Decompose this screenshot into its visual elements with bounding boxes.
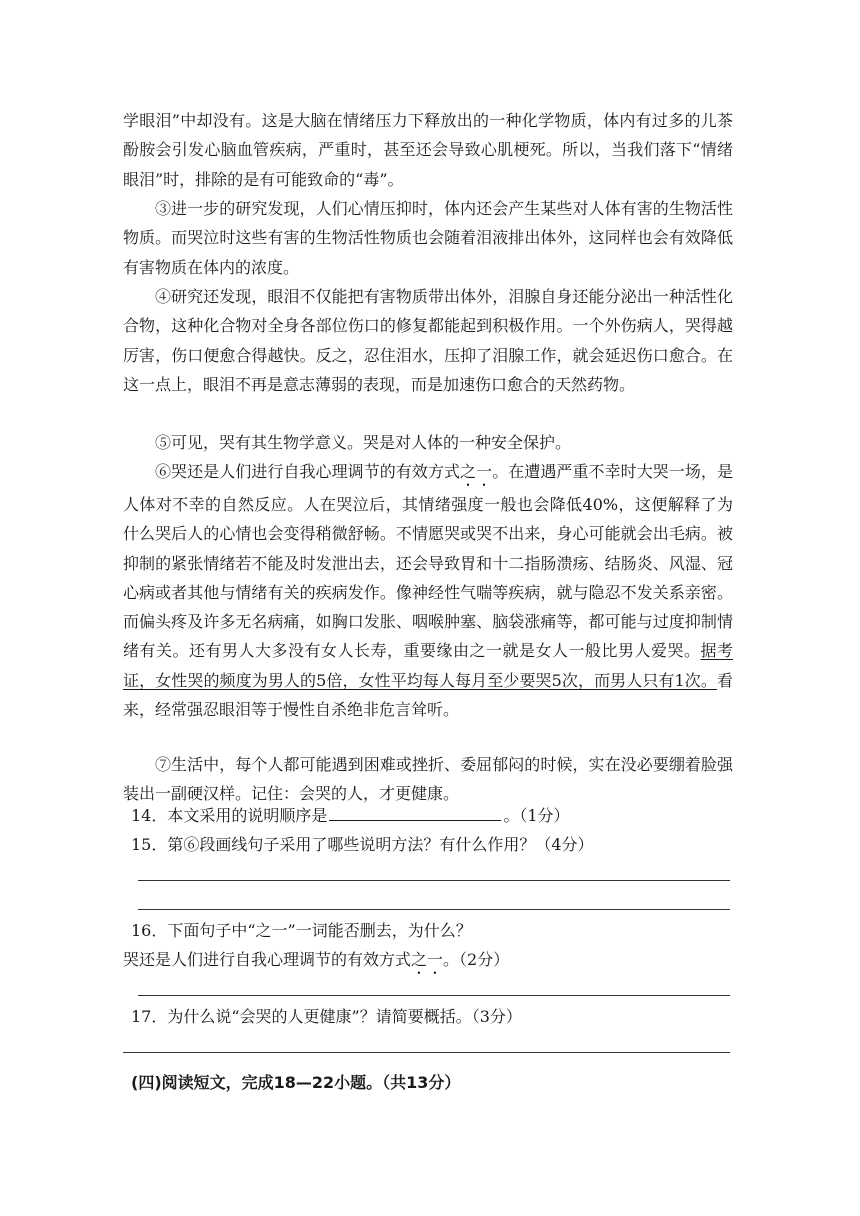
answer-line-15-2[interactable] (138, 909, 730, 910)
paragraph-7: ⑦生活中，每个人都可能遇到困难或挫折、委屈郁闷的时候，实在没必要绷着脸强装出一副硬汉样。记住：会哭的人，才更健康。 (123, 755, 733, 804)
question-16: 16．下面句子中“之一”一词能否删去，为什么？ (131, 921, 472, 940)
paragraph-6-text-c: 看来，经常强忍眼泪等于慢性自杀绝非危言耸听。 (123, 670, 733, 720)
paragraph-6-text-a: ⑥哭还是人们进行自我心理调节的有效方式 (155, 462, 461, 481)
answer-line-17[interactable] (123, 1052, 730, 1053)
question-16-sentence-a: 哭还是人们进行自我心理调节的有效方式 (123, 950, 412, 969)
paragraph-6 (123, 457, 733, 724)
question-14 (131, 804, 570, 828)
question-16-sentence-b: 。（2分） (443, 950, 510, 969)
question-15: 15．第⑥段画线句子采用了哪些说明方法？有什么作用？（4分） (131, 835, 594, 854)
paragraph-5: ⑤可见，哭有其生物学意义。哭是对人体的一种安全保护。 (155, 433, 572, 452)
paragraph-3: ③进一步的研究发现，人们心情压抑时，体内还会产生某些对人体有害的生物活性物质。而哭泣时这些有害的生物活性物质也会随着泪液排出体外，这同样也会有效降低有害物质在体内的浓度。 (123, 199, 733, 277)
answer-blank-14[interactable] (329, 806, 501, 821)
paragraph-6-text-b: 。在遭遇严重不幸时大哭一场，是人体对不幸的自然反应。人在哭泣后，其情绪强度一般也会降低40%，这便解释了为什么哭后人的心情也会变得稍微舒畅。不情愿哭或哭不出来，身心可能就会出毛病。被抑制的紧张情绪若不能及时发泄出去，还会导致胃和十二指肠溃疡、结肠炎、风湿、冠心病或者其他与情绪有关的疾病发作。像神经性气喘等疾病，就与隐忍不发关系亲密。而偏头疼及许多无名病痛，如胸口发胀、咽喉肿塞、脑袋涨痛等，都可能与过度抑制情绪有关。还有男人大多没有女人长寿，重要缘由之一就是女人一般比男人爱哭。 (123, 462, 733, 661)
question-14-points: 。（1分） (503, 806, 570, 825)
question-16-sentence (123, 948, 509, 978)
paragraph-6-underlined-sentence: 据考证，女性哭的频度为男人的5倍，女性平均每人每月至少要哭5次，而男人只有1次。 (123, 641, 733, 690)
answer-line-16[interactable] (138, 995, 730, 996)
paragraph-6-dotted-word: 之一 (460, 462, 493, 481)
answer-line-15-1[interactable] (138, 880, 730, 881)
paragraph-continued: 学眼泪”中却没有。这是大脑在情绪压力下释放出的一种化学物质，体内有过多的儿茶酚胺会引发心脑血管疾病，严重时，甚至还会导致心肌梗死。所以，当我们落下“情绪眼泪”时，排除的是有可能致命的“毒”。 (123, 111, 733, 189)
question-16-dotted-word: 之一 (411, 950, 444, 969)
question-17: 17．为什么说“会哭的人更健康”？请简要概括。（3分） (131, 1007, 522, 1026)
paragraph-4: ④研究还发现，眼泪不仅能把有害物质带出体外，泪腺自身还能分泌出一种活性化合物，这种化合物对全身各部位伤口的修复都能起到积极作用。一个外伤病人，哭得越厉害，伤口便愈合得越快。反之，忍住泪水，压抑了泪腺工作，就会延迟伤口愈合。在这一点上，眼泪不再是意志薄弱的表现，而是加速伤口愈合的天然药物。 (123, 287, 733, 394)
question-14-text: 14．本文采用的说明顺序是 (131, 806, 328, 825)
section-heading-4: (四)阅读短文，完成18—22小题。（共13分） (131, 1073, 461, 1092)
